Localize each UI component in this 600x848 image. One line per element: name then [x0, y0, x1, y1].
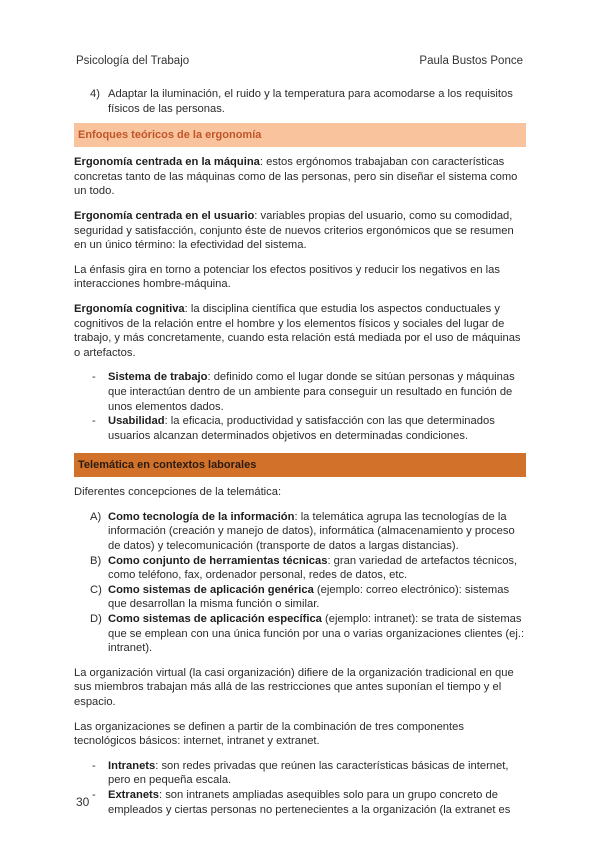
list-marker: - — [92, 415, 96, 428]
lettered-list — [74, 510, 526, 656]
bullet-list — [74, 370, 526, 443]
page-number: 30 — [76, 795, 90, 809]
list-marker: 4) — [90, 88, 100, 100]
paragraph: Diferentes concepciones de la telemática: — [74, 486, 282, 499]
term: Como tecnología de la información — [108, 510, 295, 523]
list-item — [74, 788, 526, 817]
list-item — [74, 414, 526, 443]
term: Extranets — [108, 788, 159, 801]
term: Ergonomía centrada en la máquina — [74, 156, 260, 169]
paragraph: Las organizaciones se definen a partir de la combinación de tres componentes tecnológicos básicos: internet, intranet y extranet. — [74, 720, 464, 748]
list-item-text: Adaptar la iluminación, el ruido y la temperatura para acomodarse a los requisitos físicos de las personas. — [108, 88, 513, 115]
paragraph: La organización virtual (la casi organización) difiere de la organización tradicional en que sus miembros trabajan más allá de las restricciones que antes suponían el tiempo y el espacio. — [74, 666, 514, 708]
list-marker: D) — [90, 613, 102, 626]
definition: : la telemática agrupa las tecnologías de la información (creación y manejo de datos), informática (almacenamiento y proceso de datos) y telecomunicación (transporte de datos a largas distancias). — [108, 510, 515, 553]
section-heading-ergonomia: Enfoques teóricos de la ergonomía — [74, 123, 526, 147]
definition: : estos ergónomos trabajaban con características concretas tanto de las máquinas como de las personas, pero sin diseñar el sistema como un todo. — [74, 156, 518, 198]
list-marker: B) — [90, 554, 102, 567]
term: Como conjunto de herramientas técnicas — [108, 554, 328, 567]
paragraph — [74, 302, 526, 360]
list-item — [74, 87, 526, 116]
term: Sistema de trabajo — [108, 371, 208, 384]
definition: : la disciplina científica que estudia los aspectos conductuales y cognitivos de la relación entre el hombre y los elementos físicos y sociales del lugar de trabajo, y más concretamente, cuando esta relación está mediada por el uso de máquinas o artefactos. — [74, 302, 521, 359]
paragraph — [74, 209, 526, 253]
definition: (ejemplo: correo electrónico): sistemas que desarrollan la misma función o similar. — [108, 583, 510, 611]
list-item — [74, 759, 526, 788]
list-marker: - — [92, 788, 96, 801]
term: Ergonomía cognitiva — [74, 302, 185, 315]
term: Como sistemas de aplicación específica — [108, 613, 322, 626]
term: Usabilidad — [108, 415, 165, 428]
term: Como sistemas de aplicación genérica — [108, 583, 314, 596]
list-item — [74, 612, 526, 656]
definition: (ejemplo: intranet): se trata de sistemas que se emplean con una única función por una o varias organizaciones clientes (ej.: intranet). — [108, 613, 525, 655]
term: Ergonomía centrada en el usuario — [74, 209, 255, 222]
definition: : la eficacia, productividad y satisfacción con las que determinados usuarios alcanzan determinados objetivos en determinadas condiciones. — [108, 415, 495, 442]
definition: : gran variedad de artefactos técnicos, como teléfono, fax, ordenador personal, redes de datos, etc. — [108, 554, 518, 582]
list-item — [74, 370, 526, 414]
list-item — [74, 510, 526, 554]
document-body — [74, 87, 526, 817]
section-heading-telematica: Telemática en contextos laborales — [74, 453, 526, 477]
header-course-title: Psicología del Trabajo — [76, 55, 190, 67]
list-marker: C) — [90, 583, 102, 596]
header-author: Paula Bustos Ponce — [419, 55, 523, 67]
list-marker: - — [92, 759, 96, 772]
definition: : son intranets ampliadas asequibles solo para un grupo concreto de empleados y ciertas personas no pertenecientes a la organización (la extranet es — [108, 788, 511, 816]
paragraph — [74, 155, 526, 199]
bullet-list — [74, 759, 526, 817]
list-marker: A) — [90, 510, 102, 523]
definition: : variables propias del usuario, como su comodidad, seguridad y satisfacción, conjunto éste de nuevos criterios ergonómicos que se resumen en un único término: la efectividad del sistema. — [74, 209, 514, 252]
definition: : definido como el lugar donde se sitúan personas y máquinas que interactúan dentro de un ambiente para conseguir un resultado en función de unos elementos dados. — [108, 371, 515, 413]
list-item — [74, 554, 526, 583]
paragraph: La énfasis gira en torno a potenciar los efectos positivos y reducir los negativos en las interacciones hombre-máquina. — [74, 263, 500, 291]
term: Intranets — [108, 759, 156, 772]
definition: : son redes privadas que reúnen las características básicas de internet, pero en pequeña escala. — [108, 759, 509, 787]
list-marker: - — [92, 371, 96, 384]
list-item — [74, 583, 526, 612]
